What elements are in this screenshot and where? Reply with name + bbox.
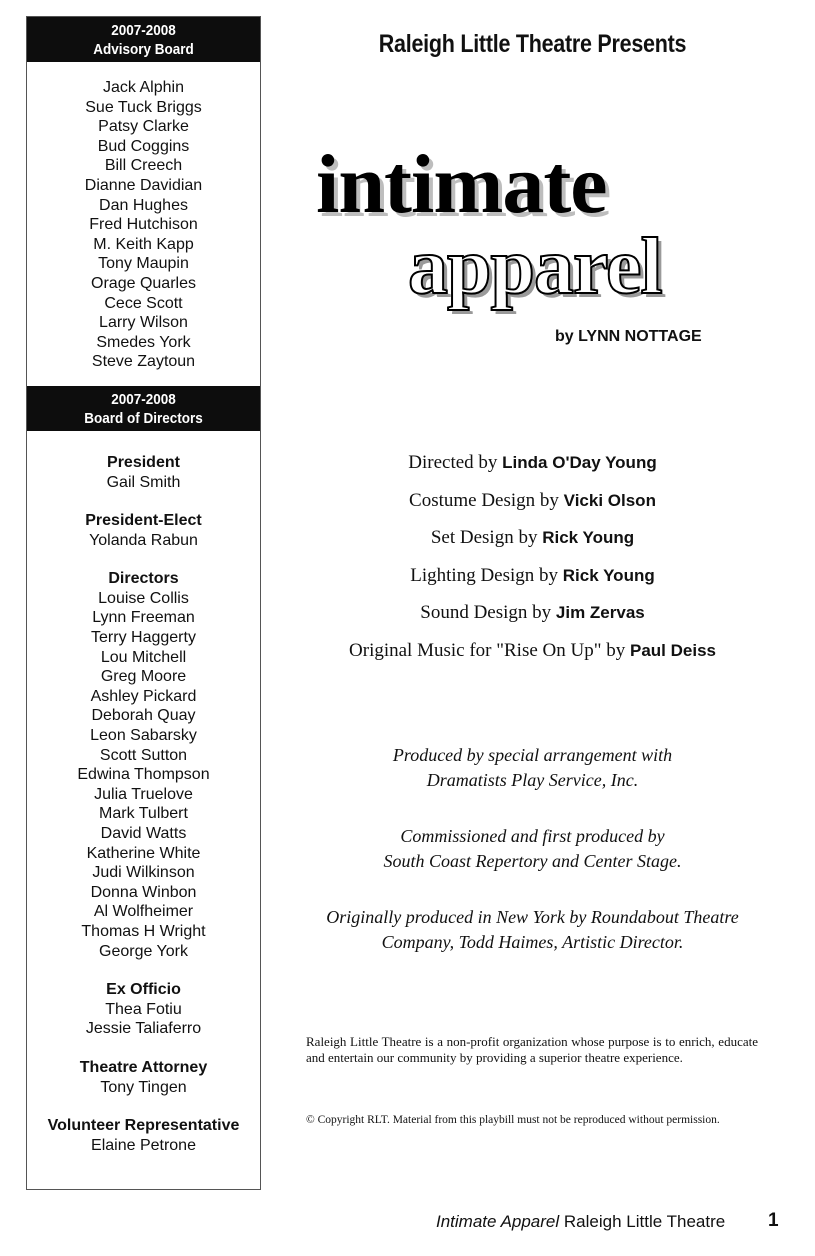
- page-footer: [436, 1212, 725, 1232]
- note-line: Company, Todd Haimes, Artistic Director.: [381, 932, 684, 952]
- board-header-title: Board of Directors: [84, 409, 203, 427]
- board-member: Al Wolfheimer: [93, 903, 194, 921]
- note-line: Originally produced in New York by Roundabout Theatre: [326, 907, 739, 927]
- advisory-member: Orage Quarles: [91, 274, 196, 292]
- board-group-names: [27, 1078, 260, 1098]
- board-member: Lou Mitchell: [100, 648, 187, 666]
- copyright-text: © Copyright RLT. Material from this playbill must not be reproduced without permission.: [306, 1114, 720, 1126]
- board-member: Thomas H Wright: [81, 922, 206, 940]
- about-text: Raleigh Little Theatre is a non-profit organization whose purpose is to enrich, educate and entertain our community by providing a superior theatre experience.: [306, 1034, 758, 1065]
- production-notes: [300, 743, 765, 986]
- credit-role: Directed by: [408, 452, 498, 473]
- advisory-member: Smedes York: [96, 333, 191, 351]
- board-member: Mark Tulbert: [99, 805, 188, 823]
- note-line: Produced by special arrangement with: [392, 745, 673, 765]
- credit-line: [300, 490, 765, 528]
- board-of-directors-header: [27, 386, 260, 431]
- board-member: Katherine White: [86, 844, 201, 862]
- board-header-year: 2007-2008: [111, 390, 176, 408]
- board-member: Julia Truelove: [94, 785, 193, 803]
- credit-line: [300, 640, 765, 678]
- board-group-names: [27, 473, 260, 493]
- production-note: [300, 824, 765, 874]
- credit-name: Rick Young: [542, 528, 635, 548]
- show-title: [316, 138, 766, 313]
- board-group-names: [27, 1136, 260, 1156]
- page-number: 1: [768, 1210, 779, 1231]
- credit-role: Costume Design by: [409, 489, 559, 511]
- board-member: Judi Wilkinson: [92, 864, 195, 882]
- board-member: Louise Collis: [98, 589, 189, 607]
- board-group-title: Ex Officio: [106, 981, 181, 999]
- show-title-line1: intimate: [316, 138, 607, 231]
- credit-name: Paul Deiss: [629, 640, 716, 660]
- advisory-header-year: 2007-2008: [111, 22, 176, 39]
- credit-line: [300, 602, 765, 640]
- board-member: Yolanda Rabun: [89, 531, 198, 549]
- board-member: Donna Winbon: [90, 883, 197, 901]
- board-group-title: President-Elect: [85, 512, 202, 530]
- board-group-title: Theatre Attorney: [79, 1058, 208, 1076]
- board-group-names: [27, 1000, 260, 1039]
- board-member: Leon Sabarsky: [90, 727, 197, 745]
- board-group-names: [27, 589, 260, 961]
- board-member: Greg Moore: [100, 668, 187, 686]
- board-group-title: President: [107, 453, 180, 471]
- advisory-member: Fred Hutchison: [89, 216, 198, 234]
- credit-name: Rick Young: [562, 565, 655, 585]
- production-note: [300, 905, 765, 955]
- advisory-member: Sue Tuck Briggs: [85, 98, 202, 116]
- board-group: [27, 453, 260, 492]
- credit-name: Vicki Olson: [563, 490, 656, 510]
- footer-org: Raleigh Little Theatre: [563, 1212, 726, 1231]
- board-member: Scott Sutton: [99, 746, 188, 764]
- board-member: Thea Fotiu: [105, 1000, 182, 1018]
- board-group: [27, 980, 260, 1039]
- presents-heading: Raleigh Little Theatre Presents: [378, 30, 687, 58]
- advisory-member: Jack Alphin: [103, 79, 184, 96]
- board-group-names: [27, 531, 260, 551]
- advisory-member: Steve Zaytoun: [91, 353, 196, 371]
- advisory-member: Cece Scott: [104, 294, 183, 312]
- show-title-line2: apparel: [408, 223, 662, 311]
- board-group: [27, 511, 260, 550]
- note-line: Commissioned and first produced by: [400, 826, 665, 846]
- advisory-member: M. Keith Kapp: [93, 235, 194, 253]
- credit-role: Lighting Design by: [410, 564, 559, 586]
- playwright-byline: by LYNN NOTTAGE: [555, 328, 702, 345]
- board-member: Tony Tingen: [100, 1078, 187, 1096]
- credit-line: [300, 452, 765, 490]
- credit-name: Linda O'Day Young: [502, 453, 657, 472]
- board-group: [27, 1116, 260, 1155]
- board-member: George York: [99, 942, 188, 960]
- note-line: Dramatists Play Service, Inc.: [426, 770, 639, 790]
- advisory-member: Bud Coggins: [97, 137, 190, 155]
- board-member: Jessie Taliaferro: [85, 1020, 202, 1038]
- advisory-member: Tony Maupin: [98, 255, 189, 273]
- production-credits: [300, 452, 765, 678]
- production-note: [300, 743, 765, 793]
- sidebar: [26, 16, 261, 1190]
- board-member: Deborah Quay: [91, 707, 196, 725]
- board-member: Edwina Thompson: [77, 766, 210, 784]
- credit-role: Set Design by: [430, 527, 538, 549]
- advisory-board-header: [27, 17, 260, 62]
- credit-name: Jim Zervas: [555, 603, 645, 623]
- board-group-title: Volunteer Representative: [47, 1117, 240, 1135]
- credit-line: [300, 565, 765, 603]
- board-group: [27, 1058, 260, 1097]
- credit-line: [300, 527, 765, 565]
- advisory-member: Patsy Clarke: [98, 118, 189, 136]
- advisory-member: Dianne Davidian: [84, 176, 203, 194]
- advisory-member: Bill Creech: [104, 157, 183, 175]
- board-member: Gail Smith: [106, 473, 181, 491]
- board-group: [27, 569, 260, 961]
- board-group-title: Directors: [108, 570, 179, 588]
- footer-show-title: Intimate Apparel: [436, 1212, 560, 1231]
- advisory-header-title: Advisory Board: [93, 41, 194, 58]
- board-member: Lynn Freeman: [92, 609, 195, 627]
- note-line: South Coast Repertory and Center Stage.: [383, 851, 682, 871]
- board-member: Elaine Petrone: [91, 1136, 196, 1154]
- board-member: Terry Haggerty: [91, 629, 196, 647]
- advisory-member: Larry Wilson: [99, 314, 188, 332]
- board-member: David Watts: [100, 825, 187, 842]
- advisory-board-list: [27, 62, 260, 386]
- advisory-member: Dan Hughes: [99, 196, 188, 214]
- credit-role: Sound Design by: [420, 602, 552, 624]
- board-member: Ashley Pickard: [90, 687, 197, 705]
- credit-role: Original Music for "Rise On Up" by: [349, 639, 626, 661]
- board-of-directors-list: [27, 431, 260, 1155]
